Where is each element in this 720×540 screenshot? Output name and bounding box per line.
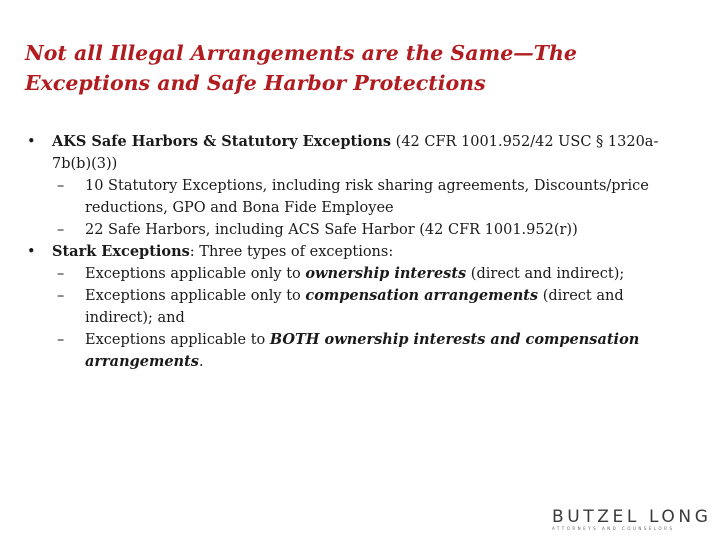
dash-icon: – [57,222,65,238]
firm-logo [552,508,714,532]
bullet-icon: • [27,134,36,150]
dash-icon: – [57,288,65,304]
bullet-icon: • [27,244,36,260]
sub-bullet-text-post: (direct and indirect); [466,266,625,282]
slide-title [25,38,695,98]
bullet-stark [25,241,695,263]
sub-bullet-text-pre: Exceptions applicable to [85,332,270,348]
bullet-aks-lead: AKS Safe Harbors & Statutory Exceptions [52,133,392,150]
slide-body [25,131,695,373]
sub-bullet-text: 10 Statutory Exceptions, including risk sharing agreements, Discounts/price reductions, GPO and Bona Fide Employee [85,178,649,216]
sub-bullet-text: 22 Safe Harbors, including ACS Safe Harbor (42 CFR 1001.952(r)) [85,222,578,238]
bullet-stark-rest: : Three types of exceptions: [189,244,394,260]
sub-bullet-aks-statutory [25,175,695,219]
bullet-aks [25,131,695,175]
sub-bullet-stark-both [25,329,695,373]
dash-icon: – [57,332,65,348]
dash-icon: – [57,178,65,194]
sub-bullet-emphasis: BOTH ownership interests and compensation arrangements [85,331,640,370]
title-line-1: Not all Illegal Arrangements are the Same—The [25,41,577,65]
sub-bullet-stark-ownership [25,263,695,285]
bullet-stark-lead: Stark Exceptions [52,243,190,260]
sub-bullet-emphasis: ownership interests [305,265,467,282]
sub-bullet-text-post: (direct and indirect); and [85,288,624,326]
sub-bullet-text-pre: Exceptions applicable only to [85,288,306,304]
dash-icon: – [57,266,65,282]
sub-bullet-text-pre: Exceptions applicable only to [85,266,306,282]
title-line-2: Exceptions and Safe Harbor Protections [25,71,486,95]
sub-bullet-emphasis: compensation arrangements [305,287,539,304]
sub-bullet-text-post: . [198,354,204,370]
sub-bullet-aks-safe-harbors [25,219,695,241]
logo-name: BUTZEL LONG [552,507,712,527]
logo-tagline: ATTORNEYS AND COUNSELORS [552,526,675,531]
sub-bullet-stark-compensation [25,285,695,329]
bullet-aks-rest: (42 CFR 1001.952/42 USC § 1320a-7b(b)(3)) [52,134,659,172]
